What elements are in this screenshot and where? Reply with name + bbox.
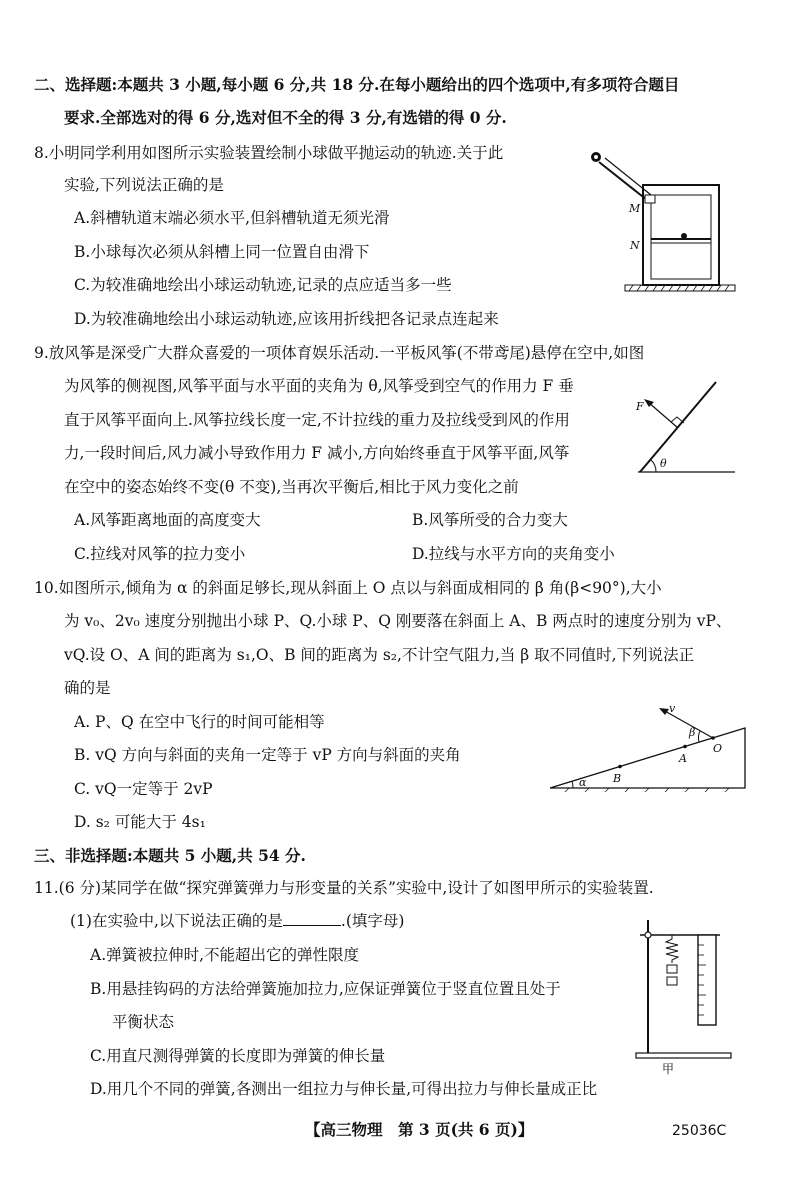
q10-option-c: C. vQ一定等于 2vP <box>74 780 213 798</box>
q9-option-a: A.风筝距离地面的高度变大 <box>74 511 261 529</box>
q9-label-f: F <box>636 400 644 413</box>
q11-part1-text-after: .(填字母) <box>340 912 405 930</box>
q10-label-o: O <box>713 742 723 755</box>
q9-option-b: B.风筝所受的合力变大 <box>412 511 568 529</box>
q9-figure-kite <box>630 372 740 482</box>
q11-stem-line1: 11.(6 分)某同学在做“探究弹簧弹力与形变量的关系”实验中,设计了如图甲所示的实验装置. <box>34 879 654 897</box>
q9-option-d: D.拉线与水平方向的夹角变小 <box>412 545 615 563</box>
q10-stem-line2: 为 v₀、2v₀ 速度分别抛出小球 P、Q.小球 P、Q 刚要落在斜面上 A、B 两点时的速度分别为 vP、 <box>64 612 732 630</box>
section3-heading: 三、非选择题:本题共 5 小题,共 54 分. <box>34 846 306 865</box>
q9-stem-line1: 9.放风筝是深受广大群众喜爱的一项体育娱乐活动.一平板风筝(不带鸢尾)悬停在空中,如图 <box>34 344 645 362</box>
footer-page-label: 【高三物理 第 3 页(共 6 页)】 <box>305 1120 534 1139</box>
q9-stem-line5: 在空中的姿态始终不变(θ 不变),当再次平衡后,相比于风力变化之前 <box>64 478 519 496</box>
q10-option-d: D. s₂ 可能大于 4s₁ <box>74 813 206 831</box>
q11-option-b-line2: 平衡状态 <box>112 1013 175 1031</box>
section2-heading-line1: 二、选择题:本题共 3 小题,每小题 6 分,共 18 分.在每小题给出的四个选项中,有多项符合题目 <box>34 75 680 94</box>
q8-stem-line2: 实验,下列说法正确的是 <box>64 176 224 194</box>
q11-option-c: C.用直尺测得弹簧的长度即为弹簧的伸长量 <box>90 1047 386 1065</box>
q10-option-b: B. vQ 方向与斜面的夹角一定等于 vP 方向与斜面的夹角 <box>74 746 461 764</box>
q10-figure-incline <box>545 700 755 795</box>
q10-label-a: A <box>679 752 687 765</box>
q11-figure-caption: 甲 <box>662 1062 675 1076</box>
q10-label-beta: β <box>689 726 696 739</box>
q8-label-n: N <box>630 239 640 252</box>
q10-label-v: v <box>669 702 676 715</box>
q11-answer-blank[interactable] <box>283 911 341 926</box>
q11-option-b-line1: B.用悬挂钩码的方法给弹簧施加拉力,应保证弹簧位于竖直位置且处于 <box>90 980 561 998</box>
q9-label-theta: θ <box>660 457 667 470</box>
q9-stem-line3: 直于风筝平面向上.风筝拉线长度一定,不计拉线的重力及拉线受到风的作用 <box>64 411 570 429</box>
q10-option-a: A. P、Q 在空中飞行的时间可能相等 <box>74 713 325 731</box>
q8-label-m: M <box>629 202 641 215</box>
q10-stem-line3: vQ.设 O、A 间的距离为 s₁,O、B 间的距离为 s₂,不计空气阻力,当 β 取不同值时,下列说法正 <box>64 646 695 664</box>
q10-stem-line4: 确的是 <box>64 679 111 697</box>
q8-figure-projectile-apparatus <box>585 145 745 295</box>
q9-option-c: C.拉线对风筝的拉力变小 <box>74 545 246 563</box>
section2-heading-line2: 要求.全部选对的得 6 分,选对但不全的得 3 分,有选错的得 0 分. <box>64 108 507 127</box>
q9-stem-line2: 为风筝的侧视图,风筝平面与水平面的夹角为 θ,风筝受到空气的作用力 F 垂 <box>64 377 574 395</box>
q10-label-alpha: α <box>579 776 587 789</box>
q8-option-d: D.为较准确地绘出小球运动轨迹,应该用折线把各记录点连起来 <box>74 310 499 328</box>
q11-figure-spring-apparatus <box>630 915 740 1075</box>
q8-stem-line1: 8.小明同学利用如图所示实验装置绘制小球做平抛运动的轨迹.关于此 <box>34 144 504 162</box>
q11-part1 <box>70 911 404 931</box>
q11-option-a: A.弹簧被拉伸时,不能超出它的弹性限度 <box>90 946 360 964</box>
q10-label-b: B <box>613 772 622 785</box>
footer-code: 25036C <box>672 1123 727 1139</box>
q11-part1-text-before: (1)在实验中,以下说法正确的是 <box>70 912 283 930</box>
q8-option-a: A.斜槽轨道末端必须水平,但斜槽轨道无须光滑 <box>74 209 390 227</box>
q11-option-d: D.用几个不同的弹簧,各测出一组拉力与伸长量,可得出拉力与伸长量成正比 <box>90 1080 598 1098</box>
q8-option-b: B.小球每次必须从斜槽上同一位置自由滑下 <box>74 243 370 261</box>
q8-option-c: C.为较准确地绘出小球运动轨迹,记录的点应适当多一些 <box>74 276 452 294</box>
q9-stem-line4: 力,一段时间后,风力减小导致作用力 F 减小,方向始终垂直于风筝平面,风筝 <box>64 444 570 462</box>
q10-stem-line1: 10.如图所示,倾角为 α 的斜面足够长,现从斜面上 O 点以与斜面成相同的 β 角(β<90°),大小 <box>34 579 662 597</box>
